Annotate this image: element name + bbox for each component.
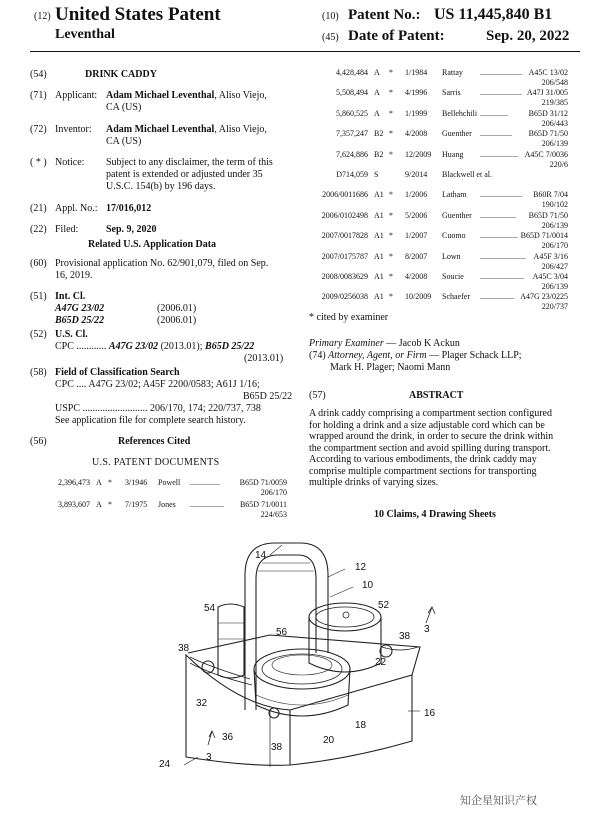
reference-cls: B65D 31/12 bbox=[528, 108, 568, 118]
reference-star: * bbox=[108, 500, 112, 509]
reference-cls: B60R 7/04 bbox=[533, 190, 568, 200]
abstract-line: multiple drinks of varying sizes. bbox=[309, 477, 439, 488]
abstract-line: the compartment section and avoid spilling during transport. bbox=[309, 442, 551, 454]
reference-star: * bbox=[389, 129, 393, 139]
notice-line-2: patent is extended or adjusted under 35 bbox=[106, 169, 263, 180]
reference-cls: A45F 3/16 bbox=[533, 251, 568, 261]
applicant-label: Applicant: bbox=[55, 90, 98, 101]
figure-label: 56 bbox=[276, 627, 288, 638]
primary-examiner: Primary Examiner — Jacob K Ackun bbox=[309, 338, 460, 349]
reference-name: Schaefer bbox=[442, 292, 470, 302]
reference-num: 2009/0256038 bbox=[321, 292, 368, 302]
reference-kind: A1 bbox=[374, 272, 384, 281]
reference-dots: .................. bbox=[480, 210, 516, 220]
figure-label: 20 bbox=[323, 735, 335, 746]
reference-date: 1/2007 bbox=[405, 231, 428, 241]
code-12: (12) bbox=[34, 11, 51, 22]
reference-dots: ....................... bbox=[480, 251, 526, 261]
code-22: (22) bbox=[30, 224, 47, 235]
reference-num: 2007/0017828 bbox=[321, 231, 368, 241]
reference-num: 7,357,247 bbox=[336, 129, 368, 139]
code-52: (52) bbox=[30, 329, 47, 340]
reference-kind: A bbox=[374, 108, 380, 118]
reference-date: 1/1999 bbox=[405, 108, 428, 118]
reference-star: * bbox=[389, 292, 393, 302]
reference-num: 4,428,484 bbox=[336, 68, 368, 77]
reference-cls2: 206/139 bbox=[541, 220, 568, 230]
inventor-location: CA (US) bbox=[106, 136, 142, 147]
figure-label: 38 bbox=[178, 643, 190, 654]
reference-cls2: 206/427 bbox=[541, 261, 568, 271]
reference-cls2: 206/170 bbox=[260, 488, 287, 497]
us-cl-date: (2013.01) bbox=[244, 353, 284, 364]
applicant-location: CA (US) bbox=[106, 102, 142, 113]
code-71: (71) bbox=[30, 90, 47, 101]
reference-cls2: 206/443 bbox=[541, 118, 568, 128]
abstract-line: A drink caddy comprising a compartment section configured bbox=[309, 408, 552, 419]
attorney: (74) Attorney, Agent, or Firm — Plager Schack LLP; bbox=[309, 350, 522, 361]
figure-label: 54 bbox=[204, 603, 216, 614]
inventor-label: Inventor: bbox=[55, 124, 92, 135]
us-cl-label: U.S. Cl. bbox=[55, 329, 88, 340]
reference-name: Guenther bbox=[442, 129, 472, 139]
reference-num: 5,508,494 bbox=[336, 88, 368, 98]
reference-dots: .............. bbox=[480, 108, 508, 118]
figure-label: 32 bbox=[196, 698, 208, 709]
reference-cls2: 224/653 bbox=[260, 510, 287, 519]
figure-label: 24 bbox=[159, 759, 171, 770]
reference-date: 4/1996 bbox=[405, 88, 428, 98]
reference-cls2: 206/170 bbox=[541, 241, 568, 251]
patent-no-label: Patent No.: bbox=[348, 7, 421, 23]
inventor: Adam Michael Leventhal, Aliso Viejo, bbox=[106, 124, 267, 135]
notice-line-1: Subject to any disclaimer, the term of this bbox=[106, 157, 273, 168]
reference-cls2: 219/385 bbox=[541, 98, 568, 108]
int-cl-1-date: (2006.01) bbox=[157, 303, 197, 314]
reference-num: 2,396,473 bbox=[58, 478, 90, 487]
abstract-line: According to various embodiments, the drink caddy may bbox=[309, 454, 537, 465]
reference-date: 1/1984 bbox=[405, 68, 428, 77]
abstract-line: wrapped around the drink, in order to secure the drink within bbox=[309, 431, 554, 442]
reference-kind: A1 bbox=[374, 231, 384, 241]
figure-label: 10 bbox=[362, 580, 374, 591]
reference-name: Rattay bbox=[442, 68, 463, 77]
reference-date: 12/2009 bbox=[405, 149, 432, 159]
reference-star: * bbox=[389, 108, 393, 118]
claims-line: 10 Claims, 4 Drawing Sheets bbox=[374, 509, 496, 520]
notice-label: Notice: bbox=[55, 157, 85, 168]
patent-number: US 11,445,840 B1 bbox=[434, 6, 553, 23]
reference-kind: A1 bbox=[374, 210, 384, 220]
figure-label: 38 bbox=[271, 742, 283, 753]
reference-kind: A1 bbox=[374, 292, 384, 302]
reference-star: * bbox=[389, 210, 393, 220]
reference-kind: A bbox=[96, 500, 102, 509]
attorney-line-2: Mark H. Plager; Naomi Mann bbox=[330, 362, 451, 373]
reference-cls: B65D 71/0059 bbox=[239, 478, 287, 487]
reference-name: Blackwell et al. bbox=[442, 170, 492, 179]
figure-label: 3 bbox=[424, 624, 430, 635]
reference-date: 1/2006 bbox=[405, 190, 428, 200]
provisional-line-2: 16, 2019. bbox=[55, 270, 93, 281]
figure-label: 38 bbox=[399, 631, 411, 642]
field-search-uspc: USPC .......................... 206/170, 174; 220/737, 738 bbox=[55, 403, 261, 414]
figure-label: 3 bbox=[206, 752, 212, 763]
reference-cls: A47J 31/005 bbox=[526, 88, 568, 98]
figure-label: 52 bbox=[378, 600, 390, 611]
reference-name: Bellehchili bbox=[442, 108, 478, 118]
notice-line-3: U.S.C. 154(b) by 196 days. bbox=[106, 181, 216, 192]
code-72: (72) bbox=[30, 124, 47, 135]
code-58: (58) bbox=[30, 367, 47, 378]
int-cl-label: Int. Cl. bbox=[55, 291, 86, 302]
reference-kind: B2 bbox=[374, 149, 384, 159]
code-60: (60) bbox=[30, 258, 47, 269]
reference-dots: ................. bbox=[190, 500, 224, 509]
abstract-line: comprise multiple compartment sections for transporting bbox=[309, 465, 537, 477]
reference-cls2: 206/139 bbox=[541, 282, 568, 291]
reference-dots: ..................... bbox=[480, 88, 522, 98]
code-57: (57) bbox=[309, 390, 326, 401]
figure-label: 18 bbox=[355, 720, 367, 731]
code-10: (10) bbox=[322, 11, 339, 22]
references-heading: References Cited bbox=[118, 436, 191, 447]
reference-dots: ................... bbox=[480, 149, 518, 159]
reference-name: Cuomo bbox=[442, 231, 466, 241]
reference-date: 3/1946 bbox=[125, 478, 148, 487]
reference-kind: A bbox=[374, 68, 380, 77]
provisional-line-1: Provisional application No. 62/901,079, filed on Sep. bbox=[55, 258, 269, 269]
reference-cls: B65D 71/0014 bbox=[520, 231, 568, 241]
reference-star: * bbox=[108, 478, 112, 487]
reference-name: Huang bbox=[442, 149, 464, 159]
watermark: 知企星知识产权 bbox=[460, 794, 537, 807]
filed-date: Sep. 9, 2020 bbox=[106, 224, 157, 235]
patent-date: Sep. 20, 2022 bbox=[486, 28, 570, 44]
filed-label: Filed: bbox=[55, 224, 79, 235]
reference-star: * bbox=[389, 190, 393, 200]
reference-kind: A1 bbox=[374, 190, 384, 200]
reference-star: * bbox=[389, 251, 393, 261]
header-rule bbox=[30, 51, 580, 52]
reference-name: Latham bbox=[442, 190, 467, 200]
inventor-short: Leventhal bbox=[55, 27, 115, 42]
reference-star: * bbox=[389, 272, 393, 281]
code-notice: ( * ) bbox=[30, 157, 47, 168]
field-search-label: Field of Classification Search bbox=[55, 367, 180, 378]
reference-dots: ..................... bbox=[480, 68, 522, 77]
reference-cls: A45C 7/0036 bbox=[524, 149, 568, 159]
reference-kind: A1 bbox=[374, 251, 384, 261]
code-21: (21) bbox=[30, 203, 47, 214]
title: DRINK CADDY bbox=[85, 69, 157, 80]
us-patent-documents: U.S. PATENT DOCUMENTS bbox=[92, 457, 220, 468]
reference-kind: A bbox=[374, 88, 380, 98]
cited-by-examiner: * cited by examiner bbox=[309, 312, 389, 323]
code-54: (54) bbox=[30, 69, 47, 80]
reference-dots: ..................... bbox=[480, 190, 522, 200]
reference-dots: ................... bbox=[480, 231, 518, 241]
reference-name: Soucie bbox=[442, 272, 464, 281]
field-search-cpc: CPC .... A47G 23/02; A45F 2200/0583; A61J 1/16; bbox=[55, 379, 260, 390]
figure-label: 12 bbox=[355, 562, 367, 573]
reference-cls2: 220/6 bbox=[549, 159, 568, 169]
reference-kind: B2 bbox=[374, 129, 384, 139]
reference-cls: B65D 71/50 bbox=[528, 129, 568, 139]
country-title: United States Patent bbox=[55, 4, 221, 25]
reference-num: 5,860,525 bbox=[336, 108, 368, 118]
reference-date: 5/2006 bbox=[405, 210, 428, 220]
int-cl-2: B65D 25/22 bbox=[55, 315, 105, 326]
reference-date: 10/2009 bbox=[405, 292, 432, 302]
reference-name: Powell bbox=[158, 478, 181, 487]
abstract-heading: ABSTRACT bbox=[409, 390, 464, 401]
reference-num: 7,624,886 bbox=[336, 149, 368, 159]
figure-label: 14 bbox=[255, 550, 267, 561]
reference-kind: A bbox=[96, 478, 102, 487]
reference-num: 2008/0083629 bbox=[321, 272, 368, 281]
related-heading: Related U.S. Application Data bbox=[88, 239, 217, 250]
reference-num: D714,059 bbox=[336, 170, 368, 179]
reference-cls2: 206/139 bbox=[541, 139, 568, 149]
int-cl-2-date: (2006.01) bbox=[157, 315, 197, 326]
figure-label: 16 bbox=[424, 708, 436, 719]
figure-label: 36 bbox=[222, 732, 234, 743]
reference-cls2: 190/102 bbox=[541, 200, 568, 210]
reference-cls: B65D 71/0011 bbox=[239, 500, 287, 509]
reference-date: 7/1975 bbox=[125, 500, 148, 509]
reference-star: * bbox=[389, 68, 393, 77]
reference-num: 2007/0175787 bbox=[321, 251, 368, 261]
reference-date: 8/2007 bbox=[405, 251, 428, 261]
reference-dots: ................. bbox=[480, 292, 514, 302]
date-label: Date of Patent: bbox=[348, 28, 445, 44]
reference-star: * bbox=[389, 231, 393, 241]
reference-date: 4/2008 bbox=[405, 129, 428, 139]
appl-no-label: Appl. No.: bbox=[55, 203, 98, 214]
appl-no: 17/016,012 bbox=[106, 203, 152, 214]
reference-cls: A47G 23/0225 bbox=[520, 292, 568, 302]
reference-kind: S bbox=[374, 170, 379, 179]
us-cl-line: CPC ............ A47G 23/02 (2013.01); B65D 25/22 bbox=[55, 341, 255, 352]
code-56: (56) bbox=[30, 436, 47, 447]
reference-date: 9/2014 bbox=[405, 170, 428, 179]
drawing-figure bbox=[150, 535, 460, 795]
reference-name: Sarris bbox=[442, 88, 461, 98]
field-search-note: See application file for complete search history. bbox=[55, 415, 246, 426]
field-search-cpc-2: B65D 25/22 bbox=[243, 391, 293, 402]
reference-cls2: 220/737 bbox=[541, 302, 568, 312]
reference-name: Lown bbox=[442, 251, 461, 261]
reference-num: 3,893,607 bbox=[58, 500, 90, 509]
int-cl-1: A47G 23/02 bbox=[55, 303, 105, 314]
abstract-line: for holding a drink and a size adjustable cord which can be bbox=[309, 419, 545, 431]
reference-name: Guenther bbox=[442, 210, 472, 220]
reference-dots: ...................... bbox=[480, 272, 524, 281]
figure-label: 22 bbox=[375, 657, 387, 668]
applicant: Adam Michael Leventhal, Aliso Viejo, bbox=[106, 90, 267, 101]
reference-dots: ............... bbox=[190, 478, 220, 487]
code-45: (45) bbox=[322, 32, 339, 43]
reference-name: Jones bbox=[158, 500, 176, 509]
reference-star: * bbox=[389, 88, 393, 98]
reference-num: 2006/0011686 bbox=[322, 190, 368, 200]
reference-star: * bbox=[389, 149, 393, 159]
reference-num: 2006/0102498 bbox=[321, 210, 368, 220]
reference-cls: B65D 71/50 bbox=[528, 210, 568, 220]
reference-cls: A45C 3/04 bbox=[532, 272, 568, 281]
reference-cls: A45C 13/02 bbox=[528, 68, 568, 77]
reference-dots: ................ bbox=[480, 129, 512, 139]
code-51: (51) bbox=[30, 291, 47, 302]
reference-date: 4/2008 bbox=[405, 272, 428, 281]
reference-cls2: 206/548 bbox=[541, 78, 568, 87]
